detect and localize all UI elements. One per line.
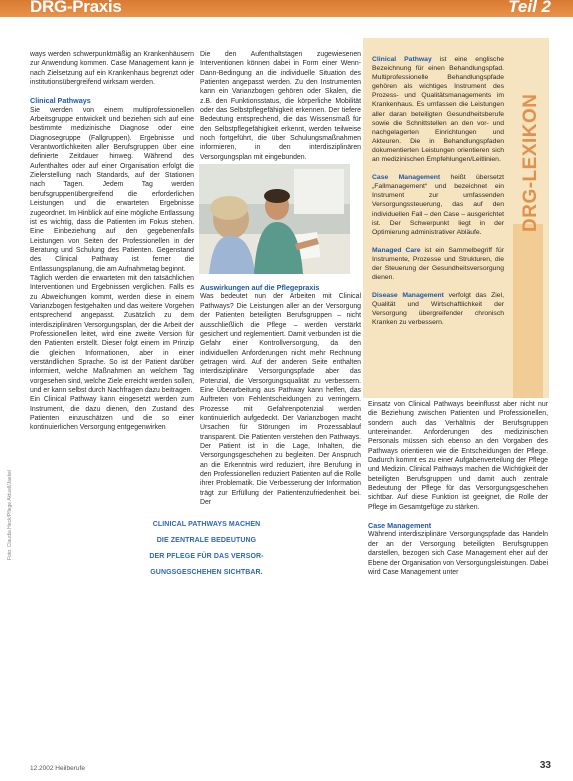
paragraph: Während interdisziplinäre Versorgungspfade das Handeln der an der Versorgung beteiligten Berufsgruppen darstellen, bezogen sich Case Management eher auf der Ebene der Organisation von Versorgungsleistungen. Dabei wird Case Management unter	[368, 531, 548, 576]
paragraph: Einsatz von Clinical Pathways beeinflusst aber nicht nur die Beziehung zwischen Patienten und Professionellen, sondern auch das Verhältnis der Berufsgruppen untereinander. Anforderungen des medizinischen Personals müssen sich ebenso an den Vorgaben des Pathways orientieren wie die Entscheidungen der Pflege. Dadurch kommt es zu einer Aufgabenverteilung der Pflege und Medizin. Clinical Pathways machen die Wichtigkeit der beteiligten Berufsgruppen und damit auch zentrale Bedeutung der Pflege für das Versorgungsgeschehen sichtbar. Auf diese Funktion ist geeignet, die Rolle der Pflege im Gesamtgefüge zu stärken.	[368, 401, 548, 511]
lexicon-term: Managed Care	[372, 246, 421, 254]
photo-credit: Foto: Claudia Heck/Pflege Aktuell/Jaekel	[7, 469, 13, 560]
lexicon-vertical-title: DRG-LEXIKON	[520, 93, 541, 232]
subheading: Clinical Pathways	[30, 96, 91, 106]
subheading: Case Management	[368, 521, 432, 531]
page-number: 33	[539, 760, 551, 771]
lexicon-definition: heißt übersetzt „Fallmanagement“ und bezeichnet ein Instrument zur umfassenden Versorgungssteuerung, das auf den individuellen Fall – den Case – ausgerichtet ist. Der Schwerpunkt liegt in der Optimierung administrativer Abläufe.	[372, 174, 504, 236]
column-1	[30, 50, 194, 433]
pull-quote	[125, 517, 288, 581]
lexicon-definition: ist ein Sammelbegriff für Instrumente, Prozesse und Strukturen, die der Steuerung der Gesundheitsversorgung dienen.	[372, 246, 504, 282]
part-label: Teil 2	[508, 0, 551, 16]
column-4	[368, 400, 548, 577]
lexicon-term: Disease Management	[372, 292, 444, 300]
lexicon-entries	[372, 55, 504, 337]
lexicon-entry	[372, 55, 504, 164]
pull-quote-line: DIE ZENTRALE BEDEUTUNG	[156, 537, 257, 544]
lexicon-definition: verfolgt das Ziel, Qualität und Wirtschaftlichkeit der Versorgung übergreifender chronisch Kranken zu verbessern.	[372, 292, 504, 327]
paragraph: ways werden schwerpunktmäßig an Krankenhäusern zur Anwendung kommen. Case Management kann je nach Zielsetzung auf ein Krankenhaus begrenzt oder institutionsübergreifend wirksam werden.	[30, 51, 194, 87]
lexicon-entry	[372, 173, 504, 237]
paragraph: Die den Aufenthaltstagen zugewiesenen Interventionen können dabei in Form einer Wenn-Dann-Bedingung an die individuelle Situation des Patienten angepasst werden. Zu den Instrumenten kann ein Varianzbogen gehören oder Skalen, die z.B. den Funktionsstatus, die körperliche Mobilität oder das Selbstpflegefähigkeit erkennen. Der tiefere Bedeutung entsprechend, die das Wissensmaß für den Selbstpflegefähigkeit erkennt, werden teilweise noch fortgeführt, die über Schulungsmaßnahmen informieren, in den interdisziplinären Versorgungsplan mit eingebunden.	[200, 51, 361, 161]
lexicon-entry	[372, 291, 504, 327]
pull-quote-line: CLINICAL PATHWAYS MACHEN	[152, 521, 261, 528]
lexicon-term: Clinical Pathway	[372, 56, 432, 63]
nurses-photo	[199, 164, 350, 274]
paragraph: Täglich werden die erwarteten mit den tatsächlichen Interventionen und Ergebnissen verglichen. Falls es zu Abweichungen kommt, werden diese in einem Varianzbogen festgehalten und das weitere Vorgehen entsprechend angepasst. Zusätzlich zu dem interdisziplinären Versorgungsplan, der die Arbeit der Professionellen leitet, wird eine zweite Version für den Patienten erstellt. Dieser folgt einem im Prinzip die gleichen Informationen, aber in einer verständlichen Sprache. So ist der Patient darüber informiert, welche Maßnahmen an welchem Tag vorgesehen sind, welche Ziele erreicht werden sollen, und er kann selbst durch Nachfragen dazu beitragen.	[30, 274, 194, 395]
paragraph: Ein Clinical Pathway kann eingesetzt werden zum Instrument, die dazu dienen, den Zustand des Patienten einzuschätzen und die so einer kontinuierlichen Versorgung entgegenwirken	[30, 396, 194, 432]
lexicon-strip	[513, 224, 543, 398]
pull-quote-line: GUNGSGESCHEHEN SICHTBAR.	[150, 569, 263, 576]
issue-footer: 12.2002 Heilberufe	[30, 765, 85, 772]
section-title: DRG-Praxis	[30, 0, 122, 16]
lexicon-term: Case Management	[372, 174, 441, 182]
pull-quote-line: DER PFLEGE FÜR DAS VERSOR-	[149, 553, 264, 560]
lexicon-entry	[372, 246, 504, 282]
column-2	[200, 50, 361, 507]
paragraph: Was bedeutet nun der Arbeiten mit Clinical Pathways? Die Leistungen aller an der Versorgung der Patienten beteiligten Berufsgruppen – nicht ausschließlich die Pflege – werden verstärkt gesichert und reglementiert. Damit verbunden ist die Gefahr einer Kontrollversorgung, da den individuellen Anforderungen nicht mehr Rechnung getragen wird. Auf der anderen Seite enthalten interdisziplinäre Versorgungspfade aber das Potenzial, die Versorgungsqualität zu verbessern. Eine Überarbeitung aus Pathway kann helfen, das Auftreten von Fehlentscheidungen zu verringern. Prozesse mit Gefahrenpotenzial werden kontinuierlich aufgedeckt. Der Varianzbogen macht Ursachen für Störungen im Prozessablauf transparent. Die Patienten verstehen den Pathways. Der Patient ist in die Lage, Inhalten, die Versorgungsgeschehen zu begleiten. Der Anspruch an die Erkenntnis wird reduziert, ihre Berufung in den Professionellen reduziert Patienten auf die Rolle ihrer Problematik. Die Verbesserung der Information trägt zur Erfüllung der Patientenzufriedenheit bei. Der	[200, 293, 361, 507]
subheading: Auswirkungen auf die Pflegepraxis	[200, 283, 320, 293]
page-header	[0, 0, 573, 17]
paragraph: Sie werden von einem multiprofessionellen Arbeitsgruppe entwickelt und beziehen sich auf eine bestimmte medizinische Diagnose oder eine Diagnosegruppe (Fallgruppen). Ergebnisse und Verantwortlichkeiten aller Berufsgruppen über eine definierte Zeitdauer hinweg. Während des Aufenthaltes oder auf einer Organisation erfolgt die Zielerstellung nach Standards, auf der Stationen nach Tagen. Jedem Tag werden berufsgruppenübergreifend die erforderlichen Leistungen und die erwarteten Ergebnisse zugeordnet. Im Hinblick auf eine mögliche Entlassung ist es wichtig, dass die Patienten im Fokus stehen. Eine Einbeziehung auf den gegebenenfalls Leistungen von Seiten der Professionellen in der Beratung und Schulung des Patienten. Gegenstand des Clinical Pathway ist ferner die Entlassungsplanung, die am Aufnahmetag beginnt.	[30, 106, 194, 273]
lexicon-definition: ist eine englische Bezeichnung für einen Behandlungspfad. Multiprofessionelle Behandlungspfade gehören als wichtiges Instrument des Prozess- und Qualitätsmanagements im Krankenhaus. Es umfassen die Leistungen aller daran beteiligten Gesundheitsberufe sowie die Schnittstellen an den vor- und nachgelagerten Einrichtungen und Akteuren. Die in Behandlungspfaden dokumentierten Leistungen orientieren sich an medizinischen Empfehlungen/Leitlinien.	[372, 56, 505, 164]
